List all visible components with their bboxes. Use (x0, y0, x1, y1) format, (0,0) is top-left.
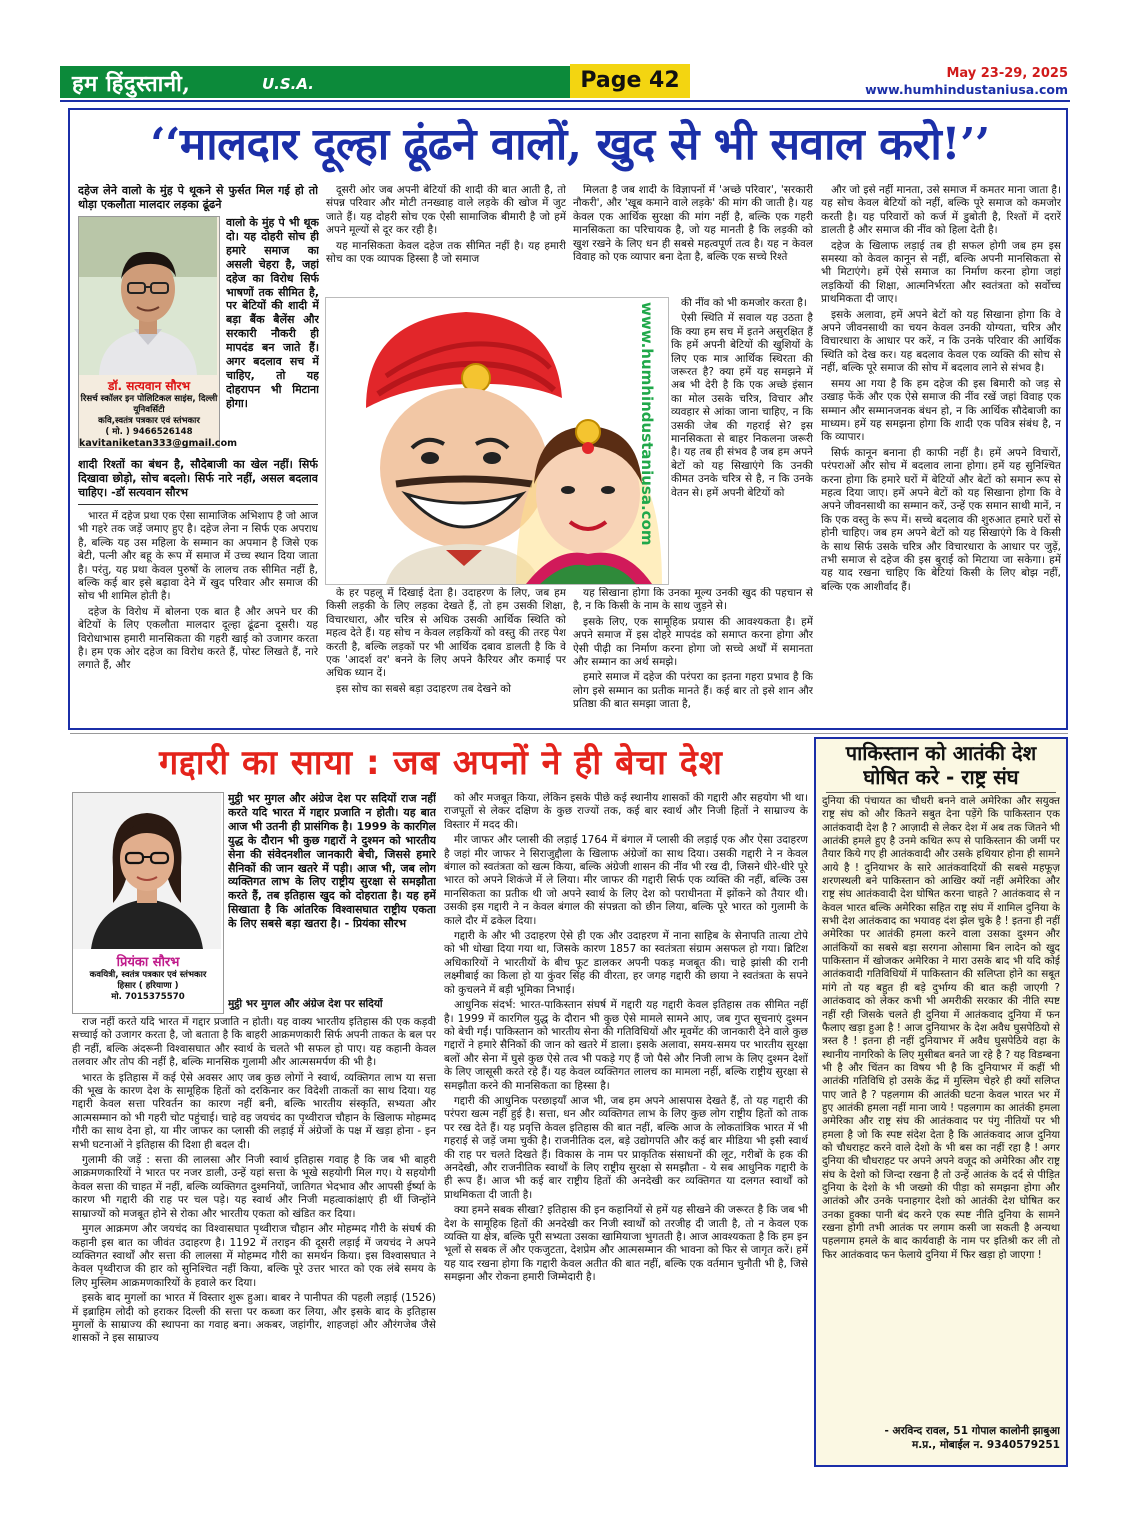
article1-lead-top (78, 184, 318, 214)
author2-name: प्रियंका सौरभ (116, 955, 180, 970)
article2-col2-para: आधुनिक संदर्भ: भारत-पाकिस्तान संघर्ष में गद्दारी यह गद्दारी केवल इतिहास तक सीमित नहीं है। 1999 में कारगिल युद्ध के दौरान भी कुछ ऐसे मामले सामने आए, जब गुप्त सूचनाएं दुश्मन को बेची गईं। पाकिस्तान को भारतीय सेना की गतिविधियों और मूवमेंट की जानकारी देने वाले कुछ गद्दारों ने हमारे सैनिकों की जान को खतरे में डाला। इसके अलावा, समय-समय पर भारतीय सुरक्षा बलों और सेना में घुसे कुछ ऐसे तत्व भी पकड़े गए हैं जो पैसे और निजी लाभ के लिए दुश्मन देशों के लिए जासूसी करते रहे हैं। यह केवल व्यक्तिगत लालच का मामला नहीं, बल्कि राष्ट्रीय सुरक्षा से समझौता करने की मानसिकता का हिस्सा है। (444, 999, 808, 1092)
article1-lead-bottom-text: शादी रिश्तों का बंधन है, सौदेबाजी का खेल नहीं। सिर्फ दिखावा छोड़ो, सोच बदलो। सिर्फ नारे नहीं, असल बदलाव चाहिए। -डॉ सत्यवान सौरभ (78, 458, 318, 499)
sidebar-title-line2: घोषित करे - राष्ट्र संघ (863, 765, 1019, 789)
article2-col1-para: मुगल आक्रमण और जयचंद का विश्वासघात पृथ्वीराज चौहान और मोहम्मद गौरी के संघर्ष की कहानी इस बात का जीवंत उदाहरण है। 1192 में तराइन की दूसरी लड़ाई में जयचंद ने अपने व्यक्तिगत स्वार्थों और सत्ता की लालसा में मोहम्मद गौरी का समर्थन किया। इस विश्वासघात ने केवल पृथ्वीराज की हार को सुनिश्चित नहीं किया, बल्कि पूरे उत्तर भारत को एक लंबे समय के लिए मुस्लिम आक्रमणकारियों के हवाले कर दिया। (72, 1223, 436, 1289)
article1-col3-para: इसके लिए, एक सामूहिक प्रयास की आवश्यकता है। हमें अपने समाज में इस दोहरे मापदंड को समाप्त करना होगा और ऐसी पीढ़ी का निर्माण करना होगा जो सच्चे अर्थों में समानता और सम्मान का अर्थ समझे। (573, 615, 813, 669)
article1-col4-para: समय आ गया है कि हम दहेज की इस बिमारी को जड़ से उखाड़ फेंकें और एक ऐसे समाज की नींव रखें जहां विवाह एक सम्मान और सम्मानजनक बंधन हो, न कि आर्थिक सौदेबाजी का माध्यम। हमें यह समझना होगा कि शादी एक पवित्र संबंध है, न कि व्यापार। (821, 377, 1061, 444)
author2-line2: हिसार ( हरियाणा ) (117, 981, 179, 991)
author1-card (78, 216, 237, 449)
article1-col4 (821, 184, 1061, 726)
author1-line1: रिसर्च स्कॉलर इन पोलिटिकल साइंस, दिल्ली यूनिवर्सिटी (80, 394, 218, 415)
article1-col3-side (671, 297, 813, 585)
article1-col3-para: की नींव को भी कमजोर करता है। (681, 297, 807, 309)
cartoon-watermark-text: www.humhindustaniusa.com (638, 302, 656, 546)
article1-col3-para: मिलता है जब शादी के विज्ञापनों में 'अच्छे परिवार', 'सरकारी नौकरी', और 'खूब कमाने वाले लड़के' की मांग की जाती है। यह केवल एक आर्थिक सुरक्षा की मांग नहीं है, बल्कि एक गहरी मानसिकता का परिचायक है, जो यह मानती है कि लड़की को खुश रखने के लिए धन ही सबसे महत्वपूर्ण तत्व है। यह न केवल विवाह को एक व्यापार बना देता है, बल्कि एक सच्चे रिश्ते (573, 184, 813, 264)
sidebar-title (818, 741, 1064, 789)
article2-col2-para: मीर जाफर और प्लासी की लड़ाई 1764 में बंगाल में प्लासी की लड़ाई एक और ऐसा उदाहरण है जहां मीर जाफर ने सिराजुद्दौला के खिलाफ अंग्रेजों का साथ दिया। उसकी गद्दारी ने न केवल बंगाल को स्वतंत्रता को खत्म किया, बल्कि अंग्रेजी शासन की नींव भी रख दी, जिसने धीरे-धीरे पूरे भारत को अपने शिकंजे में ले लिया। मीर जाफर की गद्दारी सिर्फ एक व्यक्ति की नहीं, बल्कि उस मानसिकता का प्रतीक थी जो अपने स्वार्थ के लिए देश को पराधीनता में झोंकने को तैयार थी। उसकी इस गद्दारी ने न केवल बंगाल की संपन्नता को छीन लिया, बल्कि पूरे भारत को गुलामी के काले दौर में ढकेल दिया। (444, 834, 808, 927)
article2-intro (228, 998, 436, 1014)
author2-line1: कवयित्री, स्वतंत्र पत्रकार एवं स्तंभकार (89, 970, 207, 980)
article1-col2-para: के हर पहलू में दिखाई देता है। उदाहरण के लिए, जब हम किसी लड़की के लिए लड़का देखते हैं, तो हम उसकी शिक्षा, विचारधारा, और चरित्र से अधिक उसकी आर्थिक स्थिति को महत्व देते हैं। यह सोच न केवल लड़कियों को वस्तु की तरह पेश करती है, बल्कि लड़कों पर भी आर्थिक दबाव डालती है कि वे एक 'आदर्श वर' बनने के लिए अपने कैरियर और कमाई पर अधिक ध्यान दें। (326, 587, 566, 680)
article2-col2 (444, 792, 808, 1466)
sidebar-body-text: दुनिया की पंचायत का चौधरी बनने वाले अमेरिका और सयुक्त राष्ट्र संघ को और कितने सबुत देना पड़ेंगे कि पाकिस्तान एक आतंकवादी देश है ? आज़ादी से लेकर देश में अब तक जितने भी आतंकी हमले हुए है उनमे कथित रूप से पाकिस्तान की जमीं पर तैयार किये गए ही आतंकवादी और उसके हथियार होना ही सामने आये है ! दुनियाभर के सारे आतंकवादियों की सबसे महफूज़ शरणस्थली बने पाकिस्तान को आखिर क्यों नहीं अमेरिका और राष्ट्र संघ आतंकवादी देश घोषित करना चाहते ? आतंकवाद से न केवल भारत बल्कि अमेरिका सहित राष्ट्र संघ में शामिल दुनिया के सभी देश आतंकवाद का भयावह दंश झेल चुके है ! इतना ही नहीं अमेरिका पर आतंकी हमला करने वाला उसका दुश्मन और आतंकियों का सबसे बड़ा सरगना ओसामा बिन लादेन को खुद पाकिस्तान में खोजकर अमेरिका ने मारा उसके बाद भी यदि कोई आतंकवादी गतिविधियों में पाकिस्तान की सलिप्ता होने का सबूत मांगे तो यह बहुत ही बड़े दुर्भाग्य की बात कही जाएगी ? आतंकवाद को लेकर कभी भी अमरीकी सरकार की नीति स्पष्ट नहीं रही जिसके चलते ही दुनिया में आतंकवाद दुनिया में फन फैलाए खड़ा हुआ है ! आज दुनियाभर के देश अवैध घुसपेठियो से त्रस्त है ! इतना ही नहीं दुनियाभर में अवैध घुसपेठिये वहा के स्थानीय नागरिको के लिए मुसीबत बनते जा रहे है ? यह विडम्बना भी है और चिंतन का विषय भी है कि दुनियाभर में कहीं भी आतंकी गतिविधि हो उसके केंद्र में मुस्लिम चेहरे ही क्यों सलिप्त पाए जाते है ? पहलगाम की आतंकी घटना केवल भारत भर में हुए आतंकी हमला नहीं माना जाये ! पहलगाम का आतंकी हमला अमेरिका और राष्ट्र संघ की आतंकवाद पर पंगु नीतियों पर भी हमला है जो कि स्पष्ट संदेश देता है कि आतंकवाद आज दुनिया को चौधराहट करने वाले देशो के भी बस का नहीं रहा है ! अगर दुनिया की चौधराहट पर अपने अपने वजूद को अमेरिका और राष्ट्र संघ के देशो को जिन्दा रखना है तो उन्हें आतंक के दर्द से पीड़ित दुनिया के देशो के भी जख्मो की पीड़ा को समझना होगा और आतंको और उनके पनाहगार देशो को आतंकी देश घोषित कर उनका हुक्का पानी बंद करने एक स्पष्ट नीति दुनिया के सामने रखना होगी तभी आतंक पर लगाम कसी जा सकती है अन्यथा पहलगाम हमले के बाद कार्यवाही के नाम पर इतिश्री कर ली तो फिर आतंकवाद फन फेलाये दुनिया में फिर खड़ा हो जाएगा ! (822, 795, 1060, 1261)
article2-col1-para: भारत के इतिहास में कई ऐसे अवसर आए जब कुछ लोगों ने स्वार्थ, व्यक्तिगत लाभ या सत्ता की भूख के कारण देश के सामूहिक हितों को दरकिनार कर विदेशी ताकतों का साथ दिया। यह गद्दारी केवल सत्ता परिवर्तन का कारण नहीं बनी, बल्कि भारतीय संस्कृति, सभ्यता और आत्मसम्मान को भी गहरी चोट पहुंचाई। चाहे वह जयचंद का पृथ्वीराज चौहान के खिलाफ मोहम्मद गौरी का साथ देना हो, या मीर जाफर का प्लासी की लड़ाई में अंग्रेजों के पक्ष में खड़ा होना - इन सभी घटनाओं ने इतिहास की दिशा ही बदल दी। (72, 1071, 436, 1151)
header-rule (60, 100, 1070, 102)
article1-col1-para: भारत में दहेज प्रथा एक ऐसा सामाजिक अभिशाप है जो आज भी गहरे तक जड़ें जमाए हुए है। दहेज लेना न सिर्फ एक अपराध है, बल्कि यह उस महिला के सम्मान का अपमान है जिसे एक बेटी, पत्नी और बहू के रूप में समाज में उच्च स्थान दिया जाता है। परंतु, यह प्रथा केवल पुरुषों के लालच तक सीमित नहीं है, बल्कि कई बार इसे बढ़ावा देने में खुद परिवार और समाज की सोच भी शामिल होती है। (78, 510, 318, 603)
page-number: Page 42 (570, 64, 690, 98)
sidebar-title-line1: पाकिस्तान को आतंकी देश (845, 741, 1037, 765)
section-divider (70, 733, 1068, 734)
article1-col3-para: यह सिखाना होगा कि उनका मूल्य उनकी खुद की पहचान से है, न कि किसी के नाम के साथ जुड़ने से। (573, 587, 813, 613)
article1-lead-side-text: वालो के मुंह पे भी थूक दो। यह दोहरी सोच ही हमारे समाज का असली चेहरा है, जहां दहेज का विरोध सिर्फ भाषणों तक सीमित है, पर बेटियों की शादी में बड़ा बैंक बैलेंस और सरकारी नौकरी ही मापदंड बन जाते हैं। अगर बदलाव सच में चाहिए, तो यह दोहरापन भी मिटाना होगा। (226, 216, 319, 410)
article2-intro-text: मुट्ठी भर मुगल और अंग्रेज देश पर सदियों (228, 998, 383, 1010)
woman-portrait-icon (73, 793, 221, 949)
man-portrait-icon (79, 217, 217, 375)
article1-col4-para: और जो इसे नहीं मानता, उसे समाज में कमतर माना जाता है। यह सोच केवल बेटियों को नहीं, बल्कि पूरे समाज को कमजोर करती है। यह परिवारों को कर्ज में डुबोती है, रिश्तों में दरारें डालती है और समाज की नींव को हिला देती है। (821, 184, 1061, 237)
sidebar-title-rule (826, 792, 1056, 793)
sidebar-body (822, 795, 1060, 1421)
sidebar-signature (822, 1424, 1060, 1462)
article2-col1-para: राज नहीं करते यदि भारत में गद्दार प्रजाति न होती। यह वाक्य भारतीय इतिहास की एक कड़वी सच्चाई को उजागर करता है, जो बताता है कि बाहरी आक्रमणकारी सिर्फ अपनी ताकत के बल पर ही नहीं, बल्कि अंदरूनी विश्वासघात और स्वार्थ के चलते भी सफल हो पाए। यह कहानी केवल तलवार और तोप की नहीं है, बल्कि मानसिक गुलामी और आत्मसमर्पण की भी है। (72, 1016, 436, 1069)
article1-col3-top (573, 184, 813, 296)
sidebar-signature-line1: - अरविन्द रावल, 51 गोपाल कालोनी झाबुआ (884, 1425, 1060, 1437)
wedding-couple-cartoon-icon (325, 297, 669, 585)
article1-col2-bottom (326, 587, 566, 727)
author1-name: डॉ. सत्यवान सौरभ (108, 379, 190, 393)
article2-headline: गद्दारी का साया : जब अपनों ने ही बेचा देश (159, 743, 723, 783)
masthead-title: हम हिंदुस्तानी, (72, 71, 191, 97)
website-link[interactable]: www.humhindustaniusa.com (865, 82, 1068, 97)
article1-col4-para: सिर्फ कानून बनाना ही काफी नहीं है। हमें अपने विचारों, परंपराओं और सोच में बदलाव लाना होगा। हमें यह सुनिश्चित करना होगा कि हमारे घरों में बेटियों और बेटों को समान रूप से महत्व दिया जाए। हमें अपने बेटों को यह सिखाना होगा कि वे अपने जीवनसाथी का सम्मान करें, उन्हें एक समान साथी मानें, न कि एक वस्तु के रूप में। सच्चे बदलाव की शुरुआत हमारे घरों से होनी चाहिए। जब हम अपने बेटों को यह सिखाएंगे कि वे किसी के साथ सिर्फ उसके चरित्र और विचारधारा के आधार पर जुड़ें, तभी समाज से दहेज की इस बुराई को मिटाया जा सकेगा। हमें यह याद रखना चाहिए कि बेटियां किसी के लिए बोझ नहीं, बल्कि एक आशीर्वाद हैं। (821, 446, 1061, 593)
article1-headline: ‘‘मालदार दूल्हा ढूंढने वालों, खुद से भी सवाल करो!’’ (150, 119, 990, 170)
article2-col2-para: क्या हमने सबक सीखा? इतिहास की इन कहानियों से हमें यह सीखने की जरूरत है कि जब भी देश के सामूहिक हितों की अनदेखी कर निजी स्वार्थों को तरजीह दी जाती है, तो न केवल एक व्यक्ति या क्षेत्र, बल्कि पूरी सभ्यता उसका खामियाजा भुगतती है। आज आवश्यकता है कि हम इन भूलों से सबक लें और एकजुटता, देशप्रेम और आत्मसम्मान की भावना को फिर से जागृत करें। हमें यह याद रखना होगा कि गद्दारी केवल अतीत की बात नहीं, बल्कि एक वर्तमान चुनौती भी है, जिसे समझना और रोकना हमारी जिम्मेदारी है। (444, 1204, 808, 1284)
article2-lead-text: मुट्ठी भर मुगल और अंग्रेज देश पर सदियों राज नहीं करते यदि भारत में गद्दार प्रजाति न होती। यह बात आज भी उतनी ही प्रासंगिक है। 1999 के कारगिल युद्ध के दौरान भी कुछ गद्दारों ने दुश्मन को भारतीय सेना की संवेदनशील जानकारी बेची, जिससे हमारे सैनिकों की जान खतरे में पड़ी। आज भी, जब लोग व्यक्तिगत लाभ के लिए राष्ट्रीय सुरक्षा से समझौता करते हैं, तब इतिहास खुद को दोहराता है। यह हमें सिखाता है कि आंतरिक विश्वासघात राष्ट्रीय एकता के लिए सबसे बड़ा खतरा है। - प्रियंका सौरभ (228, 792, 436, 931)
article2-col1-para: इसके बाद मुगलों का भारत में विस्तार शुरू हुआ। बाबर ने पानीपत की पहली लड़ाई (1526) में इब्राहिम लोदी को हराकर दिल्ली की सत्ता पर कब्जा कर लिया, और इसके बाद के इतिहास मुगलों के साम्राज्य की स्थापना का गवाह बना। अकबर, जहांगीर, शाहजहां और औरंगजेब जैसे शासकों ने इस साम्राज्य (72, 1292, 436, 1345)
article1-col2-para: इस सोच का सबसे बड़ा उदाहरण तब देखने को (336, 682, 512, 695)
author1-email[interactable]: kavitaniketan333@gmail.com (79, 438, 237, 449)
author1-line2: कवि,स्वतंत्र पत्रकार एवं स्तंभकार (98, 416, 200, 426)
article1-col3-bottom (573, 587, 813, 727)
article1-lead-bottom (78, 458, 318, 505)
author2-card (72, 792, 224, 1014)
article2-col1 (72, 1016, 436, 1466)
article1-lead-top-text: दहेज लेने वालो के मुंह पे थूकने से फुर्सत मिल गई हो तो थोड़ा एकलौता मालदार लड़का ढूंढने (78, 184, 318, 211)
article2-lead (228, 792, 436, 988)
article2-col1-para: गुलामी की जड़ें : सत्ता की लालसा और निजी स्वार्थ इतिहास गवाह है कि जब भी बाहरी आक्रमणकारियों ने भारत पर नजर डाली, उन्हें यहां सत्ता के भूखे सहयोगी मिल गए। ये सहयोगी केवल सत्ता की चाहत में नहीं, बल्कि व्यक्तिगत दुश्मनियों, जातिगत भेदभाव और आपसी ईर्ष्या के कारण भी गद्दारी की राह पर चल पड़े। यह स्वार्थ और निजी महत्वाकांक्षाएं ही थीं जिन्होंने साम्राज्यों को मजबूत होने से रोका और भारतीय एकता को खंडित कर दिया। (72, 1154, 436, 1220)
author1-phone: ( मो. ) 9466526148 (105, 427, 193, 437)
author2-phone: मो. 7015375570 (111, 992, 185, 1002)
article1-col3-para: हमारे समाज में दहेज की परंपरा का इतना गहरा प्रभाव है कि लोग इसे सम्मान का प्रतीक मानते हैं। कई बार तो इसे शान और प्रतिष्ठा की बात समझा जाता है, (573, 671, 813, 711)
masthead-usa: U.S.A. (262, 75, 314, 93)
article1-col3-para: ऐसी स्थिति में सवाल यह उठता है कि क्या हम सच में इतने असुरक्षित हैं कि हमें अपनी बेटियों की खुशियों के लिए एक मात्र आर्थिक स्थिरता की जरूरत है? क्या हमें यह समझने में अब भी देरी है कि एक अच्छे इंसान का मोल उसके चरित्र, विचार और व्यवहार से आंका जाना चाहिए, न कि उसकी जेब की गहराई से? इस मानसिकता से बाहर निकलना जरूरी है। यह तब ही संभव है जब हम अपने बेटों को यह सिखाएंगे कि उनकी कीमत उनके चरित्र से है, न कि उनके वेतन से। हमें अपनी बेटियों को (671, 312, 813, 499)
article1-col2-para: यह मानसिकता केवल दहेज तक सीमित नहीं है। यह हमारी सोच का एक व्यापक हिस्सा है जो समाज (326, 239, 566, 266)
article1-col1-para: दहेज के विरोध में बोलना एक बात है और अपने घर की बेटियों के लिए एकलौता मालदार दूल्हा ढूंढना दूसरी। यह विरोधाभास हमारी मानसिकता की गहरी खाई को उजागर करता है। हम एक ओर दहेज का विरोध करते हैं, पोस्ट लिखते हैं, नारे लगाते हैं, और (78, 605, 318, 672)
article1-col1 (78, 510, 318, 726)
article1-col2-top (326, 184, 566, 294)
article2-col2-para: गद्दारी के और भी उदाहरण ऐसे ही एक और उदाहरण में नाना साहिब के सेनापति तात्या टोपे को भी धोखा दिया गया था, जिसके कारण 1857 का स्वतंत्रता संग्राम असफल हो गया। ब्रिटिश अधिकारियों ने भारतीयों के बीच फूट डालकर अपनी पकड़ मजबूत की। चाहे झांसी की रानी लक्ष्मीबाई का किला हो या कुंवर सिंह की वीरता, हर जगह गद्दारी की छाया ने स्वतंत्रता के सपने को कुचलने में बड़ी भूमिका निभाई। (444, 930, 808, 996)
cartoon-watermark (638, 302, 658, 578)
article1-col4-para: इसके अलावा, हमें अपने बेटों को यह सिखाना होगा कि वे अपने जीवनसाथी का चयन केवल उनकी योग्यता, चरित्र और विचारधारा के आधार पर करें, न कि उनके परिवार की आर्थिक स्थिति को देख कर। यह बदलाव केवल एक व्यक्ति की सोच से नहीं, बल्कि पूरे समाज की सोच में बदलाव लाने से संभव है। (821, 308, 1061, 375)
sidebar-signature-line2: म.प्र., मोबाईल न. 9340579251 (911, 1439, 1060, 1451)
article1-col4-para: दहेज के खिलाफ लड़ाई तब ही सफल होगी जब हम इस समस्या को केवल कानून से नहीं, बल्कि अपनी मानसिकता से भी मिटाएंगे। हमें ऐसे समाज का निर्माण करना होगा जहां लड़कियों की शिक्षा, आत्मनिर्भरता और स्वतंत्रता को सर्वोच्च प्राथमिकता दी जाए। (821, 239, 1061, 306)
issue-date: May 23-29, 2025 (946, 66, 1068, 81)
article1-lead-side (226, 216, 319, 452)
article1-col2-para: दूसरी ओर जब अपनी बेटियों की शादी की बात आती है, तो संपन्न परिवार और मोटी तनख्वाह वाले लड़के की खोज में जुट जाते हैं। यह दोहरी सोच एक ऐसी सामाजिक बीमारी है जो हमें अपने मूल्यों से दूर कर रही है। (326, 184, 566, 237)
article2-col2-para: गद्दारी की आधुनिक परछाइयाँ आज भी, जब हम अपने आसपास देखते हैं, तो यह गद्दारी की परंपरा खत्म नहीं हुई है। सत्ता, धन और व्यक्तिगत लाभ के लिए कुछ लोग राष्ट्रीय हितों को ताक पर रख देते हैं। यह प्रवृत्ति केवल इतिहास की बात नहीं, बल्कि आज के लोकतांत्रिक भारत में भी गहराई से जड़ें जमा चुकी है। राजनीतिक दल, बड़े उद्योगपति और कई बार मीडिया भी इसी स्वार्थ की राह पर चलते दिखते हैं। विकास के नाम पर प्राकृतिक संसाधनों की लूट, गरीबों के हक की अनदेखी, और राजनीतिक स्वार्थों के लिए राष्ट्रीय सुरक्षा से समझौता - ये सब आधुनिक गद्दारी के ही रूप हैं। आज भी कई बार राष्ट्रीय हितों की अनदेखी कर व्यक्तिगत या दलगत स्वार्थों को प्राथमिकता दी जाती है। (444, 1094, 808, 1201)
article2-col2-para: को और मजबूत किया, लेकिन इसके पीछे कई स्थानीय शासकों की गद्दारी और सहयोग भी था। राजपूतों से लेकर दक्षिण के कुछ राज्यों तक, कई बार स्वार्थ और निजी हितों ने साम्राज्य के विस्तार में मदद की। (444, 792, 808, 831)
